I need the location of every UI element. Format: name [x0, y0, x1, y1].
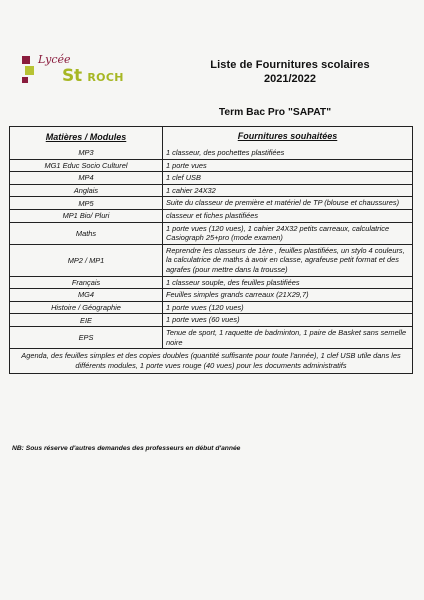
- page-title: [150, 58, 424, 86]
- supplies-cell: Suite du classeur de première et matériel de TP (blouse et chaussures): [166, 198, 400, 208]
- subject-cell: MP2 / MP1: [10, 245, 163, 276]
- table-header-row: [10, 127, 412, 147]
- supplies-cell: 1 classeur souple, des feuilles plastifiées: [166, 277, 300, 287]
- logo-st: St: [62, 66, 82, 86]
- subject-cell: Maths: [10, 223, 163, 244]
- logo-roch-text: [62, 66, 124, 86]
- subject-cell: MG4: [10, 289, 163, 301]
- table-row: [10, 209, 412, 222]
- logo-roch: ROCH: [87, 71, 124, 84]
- supplies-cell: classeur et fiches plastifiées: [166, 210, 259, 220]
- supplies-cell: 1 clef USB: [166, 173, 201, 183]
- subject-cell: Anglais: [10, 185, 163, 197]
- supplies-cell: 1 classeur, des pochettes plastifiées: [166, 148, 285, 157]
- supplies-cell: 1 cahier 24X32: [166, 185, 216, 195]
- logo-square: [25, 66, 34, 75]
- header-subject: Matières / Modules: [10, 127, 163, 147]
- table-row: [10, 222, 412, 244]
- table-row: [10, 326, 412, 348]
- school-year: 2021/2022: [264, 73, 316, 85]
- table-body: [10, 147, 412, 348]
- logo-square: [22, 56, 30, 64]
- logo-lycee-text: Lycée: [38, 53, 71, 66]
- subject-cell: Histoire / Géographie: [10, 302, 163, 314]
- subject-cell: MG1 Educ Socio Culturel: [10, 160, 163, 172]
- subject-cell: EIE: [10, 314, 163, 326]
- table-row: [10, 196, 412, 209]
- supplies-cell: Feuilles simples grands carreaux (21X29,7): [166, 290, 309, 300]
- header-supplies: Fournitures souhaitées: [237, 131, 338, 142]
- table-row: [10, 313, 412, 326]
- table-row: [10, 244, 412, 276]
- table-footer-note: Agenda, des feuilles simples et des copies doubles (quantité suffisante pour toute l'année), 1 clef USB utile dans les différents modules, 1 porte vues rouge (40 vues) pour les documents administratifs: [10, 348, 412, 373]
- table-row: [10, 184, 412, 197]
- subject-cell: MP5: [10, 197, 163, 209]
- table-row: [10, 159, 412, 172]
- supplies-cell: 1 porte vues (120 vues): [166, 302, 244, 312]
- title-line: Liste de Fournitures scolaires: [210, 59, 370, 71]
- subject-cell: MP1 Bio/ Pluri: [10, 210, 163, 222]
- subject-cell: MP4: [10, 172, 163, 184]
- table-row: [10, 147, 412, 159]
- table-row: [10, 171, 412, 184]
- supplies-cell: 1 porte vues (60 vues): [166, 315, 240, 325]
- subject-cell: EPS: [10, 327, 163, 348]
- footnote: NB: Sous réserve d'autres demandes des professeurs en début d'année: [12, 445, 241, 452]
- supplies-table: [9, 126, 413, 374]
- supplies-cell: 1 porte vues (120 vues), 1 cahier 24X32 petits carreaux, calculatrice Casiograph 25+pro (mode examen): [166, 223, 390, 243]
- subject-cell: Français: [10, 277, 163, 289]
- subject-cell: MP3: [10, 147, 163, 159]
- supplies-cell: Reprendre les classeurs de 1ère , feuilles plastifiées, un stylo 4 couleurs, la calculatrice de maths à avoir en classe, agrafeuse petit format et des agrafes (pour mettre dans la trousse): [166, 245, 405, 274]
- supplies-cell: 1 porte vues: [166, 160, 207, 170]
- supplies-cell: Tenue de sport, 1 raquette de badminton, 1 paire de Basket sans semelle noire: [166, 327, 407, 347]
- school-logo: [22, 50, 124, 88]
- class-name: Term Bac Pro "SAPAT": [218, 107, 332, 118]
- table-row: [10, 301, 412, 314]
- table-row: [10, 276, 412, 289]
- logo-square: [22, 77, 28, 83]
- table-row: [10, 288, 412, 301]
